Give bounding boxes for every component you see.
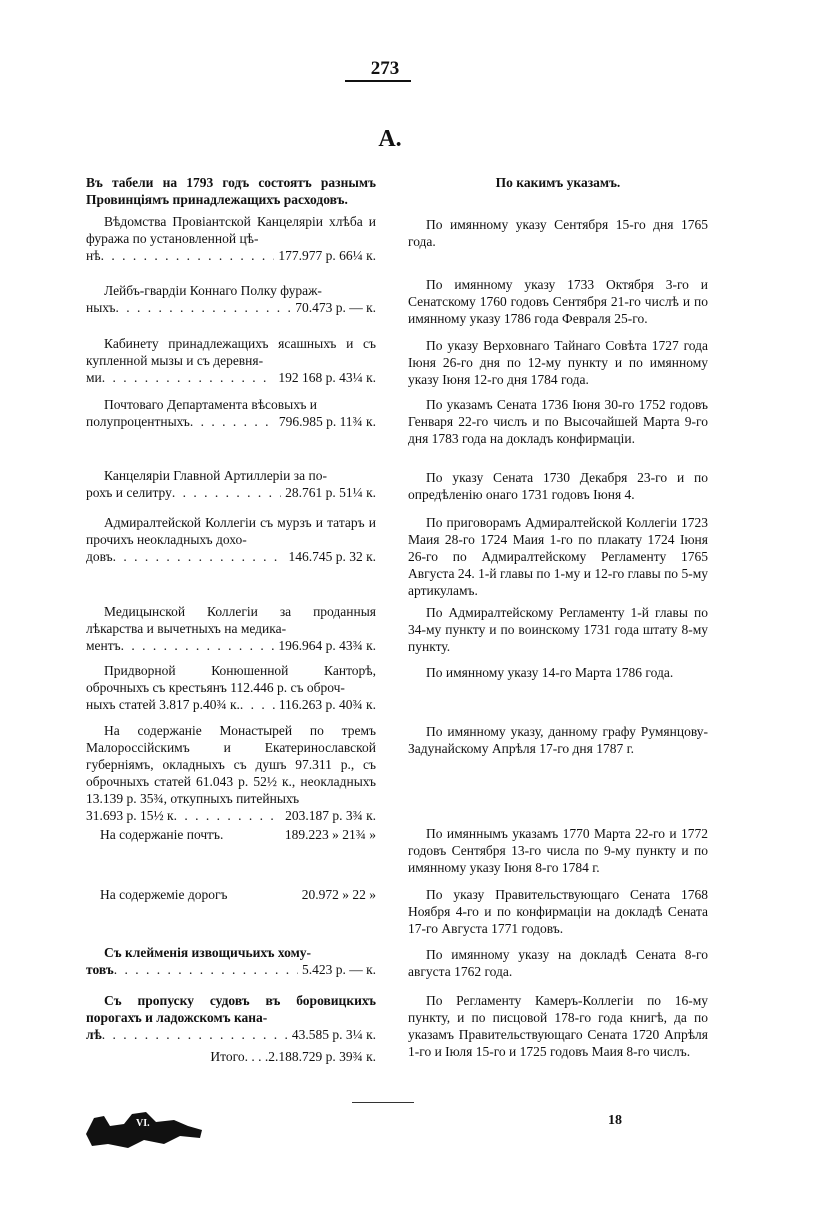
expense-description: Почтоваго Департамента вѣсовыхъ и [104, 397, 318, 412]
decree-entry: По указу Верховнаго Тайнаго Совѣта 1727 года Іюня 26-го дня по 12-му пункту и по имянному указу Іюня 12-го дня 1784 года. [408, 338, 708, 387]
expense-amount-line [86, 413, 376, 430]
decree-entry: По имяннымъ указамъ 1770 Марта 22-го и 1772 годовъ Сентября 13-го числа по 9-му пункту и по имянному указу Іюня 8-го 1784 г. [408, 826, 708, 875]
expense-entry [86, 722, 376, 824]
page-number: 273 [370, 58, 400, 79]
expense-description: Канцеляріи Главной Артиллеріи за по- [104, 468, 327, 483]
expense-lead: ныхъ статей 3.817 р.40¾ к. [86, 697, 240, 712]
expense-lead: полупроцентныхъ [86, 414, 190, 429]
expense-lead: ныхъ [86, 300, 116, 315]
expense-amount-line [86, 637, 376, 654]
stamp-label: VI. [136, 1118, 150, 1129]
expense-description: Лейбъ-гвардіи Коннаго Полку фураж- [104, 283, 322, 298]
decree-entry: По указу Правительствующаго Сената 1768 Ноября 4-го и по конфирмаціи на докладѣ Сената 17-го Августа 1771 годовъ. [408, 887, 708, 936]
expense-lead: На содержаніе почтъ. [100, 827, 224, 842]
decree-entry: По Адмиралтейскому Регламенту 1-й главы по 34-му пункту и по воинскому 1731 года штату 8-му пункту. [408, 605, 708, 654]
expense-entry [86, 992, 376, 1043]
expense-amount-line [86, 961, 376, 978]
expense-lead: ментъ [86, 638, 121, 653]
expense-entry [86, 944, 376, 978]
bottom-rule [352, 1102, 414, 1103]
decree-entry: По указу Сената 1730 Декабря 23-го и по опредѣленію онаго 1731 годовъ Іюня 4. [408, 470, 708, 502]
expense-entry [86, 826, 376, 843]
expense-amount: 146.745 р. 32 к. [288, 549, 376, 564]
expense-lead: товъ [86, 962, 114, 977]
expense-entry [86, 603, 376, 654]
decree-entry: По имянному указу на докладѣ Сената 8-го августа 1762 года. [408, 947, 708, 979]
expense-amount: 28.761 р. 51¼ к. [285, 485, 376, 500]
expense-description: Кабинету принадлежащихъ ясашныхъ и съ купленной мызы и съ деревня- [86, 336, 376, 368]
expense-description: Съ клейменія извощичьихъ хому- [104, 945, 312, 960]
expense-amount-line [86, 807, 376, 824]
library-stamp [84, 1104, 204, 1150]
expense-entry [86, 662, 376, 713]
expense-amount: 116.263 р. 40¾ к. [278, 697, 376, 712]
expense-amount-line [86, 886, 376, 903]
left-column-heading: Въ табели на 1793 годъ состоятъ разнымъ Провинціямъ принадлежащихъ расходовъ. [86, 175, 376, 207]
expense-entry [86, 467, 376, 501]
total-amount: 2.188.729 р. 39¾ к. [268, 1049, 376, 1064]
decree-entry: По имянному указу, данному графу Румянцову-Задунайскому Апрѣля 17-го дня 1787 г. [408, 724, 708, 756]
decree-entry: По Регламенту Камеръ-Коллегіи по 16-му пункту, и по писцовой 178-го года книгѣ, да по указамъ Правительствующаго Сената 1720 Апрѣля 1-го и Іюля 15-го и 1725 годовъ Маия 8-го числъ. [408, 993, 708, 1059]
expense-description: Адмиралтейской Коллегіи съ мурзъ и татаръ и прочихъ неокладныхъ дохо- [86, 515, 376, 547]
expense-lead: ми [86, 370, 102, 385]
expense-amount-line [86, 299, 376, 316]
expense-description: Съ пропуску судовъ въ боровицкихъ порогахъ и ладожскомъ кана- [86, 993, 376, 1025]
expense-amount: 70.473 р. — к. [295, 300, 376, 315]
section-letter: A. [378, 126, 402, 152]
expense-amount: 203.187 р. 3¾ к. [285, 808, 376, 823]
decree-entry: По имянному указу Сентября 15-го дня 1765 года. [408, 217, 708, 249]
total-line: Итого. . . .2.188.729 р. 39¾ к. [210, 1049, 376, 1064]
expense-entry [86, 514, 376, 565]
expense-amount-line [86, 548, 376, 565]
expense-lead: 31.693 р. 15½ к [86, 808, 174, 823]
decree-entry: По имянному указу 1733 Октября 3-го и Сенатскому 1760 годовъ Сентября 21-го числѣ и по имянному указу 1786 года Февраля 25-го. [408, 277, 708, 326]
expense-lead: довъ [86, 549, 113, 564]
expense-description: Медицынской Коллегіи за проданныя лѣкарства и вычетныхъ на медика- [86, 604, 376, 636]
expense-amount: 192 168 р. 43¼ к. [278, 370, 376, 385]
expense-entry [86, 213, 376, 264]
expense-amount-line [86, 1026, 376, 1043]
expense-description: Вѣдомства Провіантской Канцеляріи хлѣба и фуража по установленной цѣ- [86, 214, 376, 246]
expense-lead: На содержеміе дорогъ [100, 887, 228, 902]
expense-amount: 189.223 » 21¾ » [284, 827, 376, 842]
expense-amount-line [86, 826, 376, 843]
decree-entry: По приговорамъ Адмиралтейской Коллегіи 1723 Маия 28-го 1724 Маия 1-го по плакату 1724 Іюня 26-го по Адмиралтейскому Регламенту 1765 Августа 24. 1-й главы по 1-му и 12-го главы по 5-му артикуламъ. [408, 515, 708, 598]
expense-entry [86, 886, 376, 903]
expense-description: Придворной Конюшенной Канторѣ, оброчныхъ съ крестьянъ 112.446 р. съ оброч- [86, 663, 376, 695]
expense-amount: 196.964 р. 43¾ к. [278, 638, 376, 653]
expense-lead: лѣ [86, 1027, 102, 1042]
expense-lead: нѣ [86, 248, 101, 263]
expense-amount: 20.972 » 22 » [301, 887, 376, 902]
expense-amount: 5.423 р. — к. [301, 962, 376, 977]
expense-entry [86, 282, 376, 316]
total-label: Итого [210, 1049, 245, 1064]
decree-entry: По указамъ Сената 1736 Іюня 30-го 1752 годовъ Генваря 22-го числъ и по Высочайшей Марта 9-го дня 1783 года на докладъ конфирмаціи. [408, 397, 708, 446]
expense-lead: рохъ и селитру [86, 485, 172, 500]
expense-amount-line [86, 369, 376, 386]
expense-amount-line [86, 484, 376, 501]
expense-amount: 177.977 р. 66¼ к. [278, 248, 376, 263]
expense-amount-line [86, 696, 376, 713]
expense-entry [86, 335, 376, 386]
expense-entry [86, 396, 376, 430]
expense-amount: 796.985 р. 11¾ к. [278, 414, 376, 429]
expense-description: На содержаніе Монастырей по тремъ Малороссійскимъ и Екатеринославской губерніямъ, окладныхъ съ душъ 97.311 р., съ оброчныхъ статей 61.043 р. 52½ к., неокладныхъ 13.139 р. 35¾, откупныхъ питейныхъ [86, 723, 376, 806]
expense-amount-line [86, 247, 376, 264]
expense-amount: 43.585 р. 3¼ к. [291, 1027, 376, 1042]
right-column-heading: По какимъ указамъ. [495, 175, 621, 190]
decree-entry: По имянному указу 14-го Марта 1786 года. [426, 665, 674, 680]
signature-mark: 18 [608, 1113, 622, 1128]
page-number-rule [345, 80, 411, 82]
